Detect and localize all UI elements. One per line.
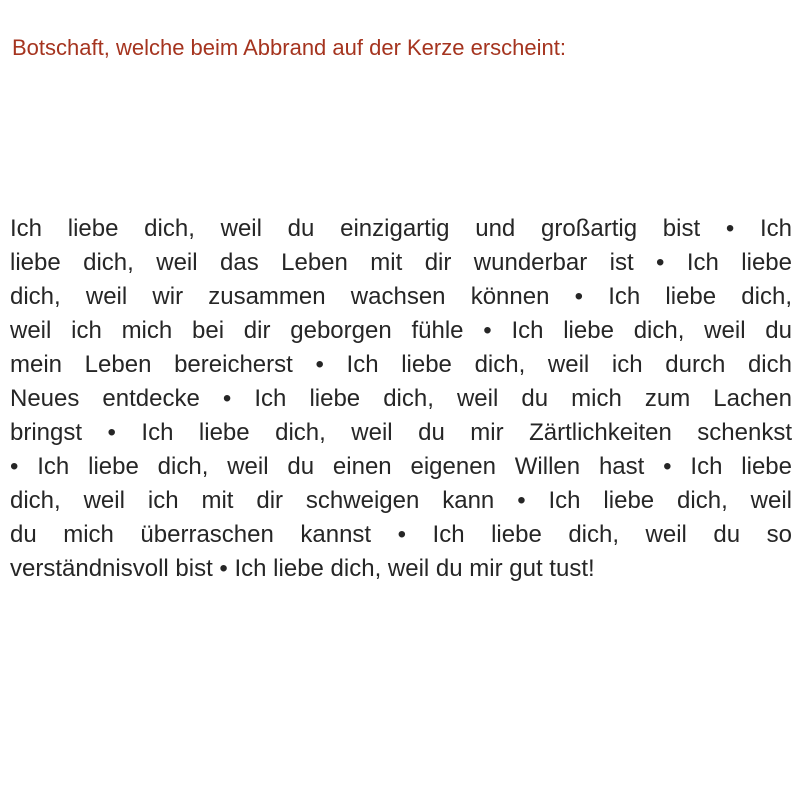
page-heading: Botschaft, welche beim Abbrand auf der Kerze erscheint: (12, 35, 566, 60)
message-line: Ich liebe dich, weil du einzigartig und großartig bist • Ich (10, 215, 792, 242)
candle-message (10, 212, 792, 586)
message-line: verständnisvoll bist • Ich liebe dich, weil du mir gut tust! (10, 555, 595, 582)
message-line: dich, weil wir zusammen wachsen können • Ich liebe dich, (10, 283, 792, 310)
message-line: • Ich liebe dich, weil du einen eigenen Willen hast • Ich liebe (10, 453, 792, 480)
message-line: liebe dich, weil das Leben mit dir wunderbar ist • Ich liebe (10, 249, 792, 276)
message-line: Neues entdecke • Ich liebe dich, weil du mich zum Lachen (10, 385, 792, 412)
message-line: dich, weil ich mit dir schweigen kann • Ich liebe dich, weil (10, 487, 792, 514)
message-line: mein Leben bereicherst • Ich liebe dich, weil ich durch dich (10, 351, 792, 378)
message-line: weil ich mich bei dir geborgen fühle • Ich liebe dich, weil du (10, 317, 792, 344)
message-line: bringst • Ich liebe dich, weil du mir Zärtlichkeiten schenkst (10, 419, 792, 446)
message-line: du mich überraschen kannst • Ich liebe dich, weil du so (10, 521, 792, 548)
